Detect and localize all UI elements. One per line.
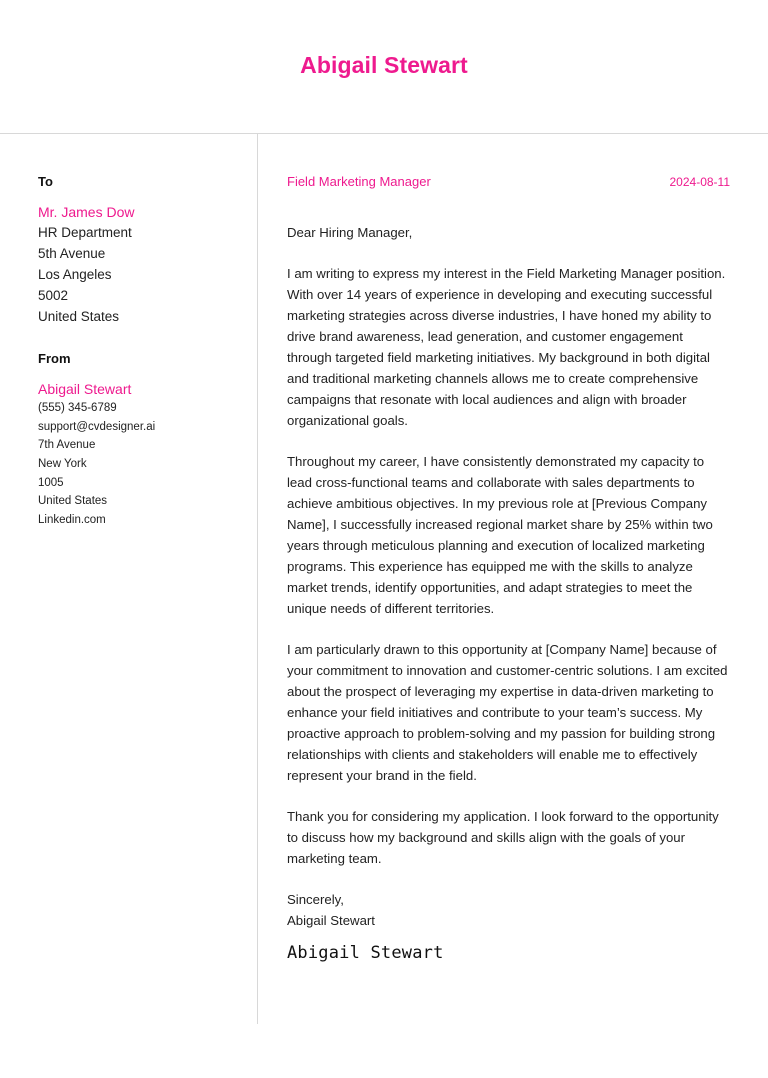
recipient-name: Mr. James Dow (38, 204, 135, 220)
paragraph-intro: I am writing to express my interest in the Field Marketing Manager position. With over 14 years of experience in developing and executing successful marketing strategies across diverse industries, I have honed my ability to drive brand awareness, lead generation, and customer engagement through targeted field marketing initiatives. My background in both digital and traditional marketing channels allows me to create comprehensive campaigns that resonate with local audiences and align with broader organizational goals. (287, 266, 726, 428)
header-divider (0, 133, 768, 134)
recipient-street: 5th Avenue (38, 246, 106, 261)
recipient-country: United States (38, 309, 120, 324)
salutation: Dear Hiring Manager, (287, 225, 413, 240)
paragraph-experience: Throughout my career, I have consistently demonstrated my capacity to lead cross-functional teams and collaborate with sales departments to achieve ambitious objectives. In my previous role at [Previous Company Name], I successfully increased regional market share by 25% within two years through meticulous planning and execution of localized marketing programs. This experience has equipped me with the skills to analyze market trends, identify opportunities, and adapt strategies to meet the unique needs of different territories. (287, 454, 713, 616)
closing (287, 889, 730, 931)
to-heading: To (38, 174, 53, 189)
sender-phone: (555) 345-6789 (38, 402, 117, 414)
letter-header (0, 0, 768, 133)
sender-street: 7th Avenue (38, 439, 96, 452)
sender-city: New York (38, 458, 87, 471)
signature: Abigail Stewart (287, 943, 444, 963)
sender-postcode: 1005 (38, 476, 64, 489)
paragraph-thanks: Thank you for considering my application. I look forward to the opportunity to discuss how my background and skills align with the goals of your marketing team. (287, 809, 719, 866)
recipient-city: Los Angeles (38, 267, 112, 282)
closing-name: Abigail Stewart (287, 913, 375, 928)
recipient-postcode: 5002 (38, 288, 69, 303)
letter-date: 2024-08-11 (669, 175, 730, 189)
column-divider (257, 134, 258, 1024)
from-heading: From (38, 351, 71, 366)
sender-email: support@cvdesigner.ai (38, 420, 156, 433)
sidebar (38, 172, 243, 530)
job-title: Field Marketing Manager (287, 174, 431, 189)
paragraph-motivation: I am particularly drawn to this opportunity at [Company Name] because of your commitment to innovation and customer-centric solutions. I am excited about the prospect of leveraging my expertise in data-driven marketing to enhance your field initiatives and contribute to your team’s success. My proactive approach to problem-solving and my passion for building strong relationships with clients and stakeholders will enable me to effectively represent your brand in the field. (287, 642, 728, 783)
closing-phrase: Sincerely, (287, 892, 344, 907)
letter-meta (287, 172, 730, 192)
letter-body (287, 172, 730, 965)
sender-linkedin: Linkedin.com (38, 514, 106, 527)
sender-country: United States (38, 495, 108, 508)
page-title: Abigail Stewart (300, 52, 468, 78)
sender-name: Abigail Stewart (38, 381, 132, 397)
recipient-department: HR Department (38, 225, 132, 240)
